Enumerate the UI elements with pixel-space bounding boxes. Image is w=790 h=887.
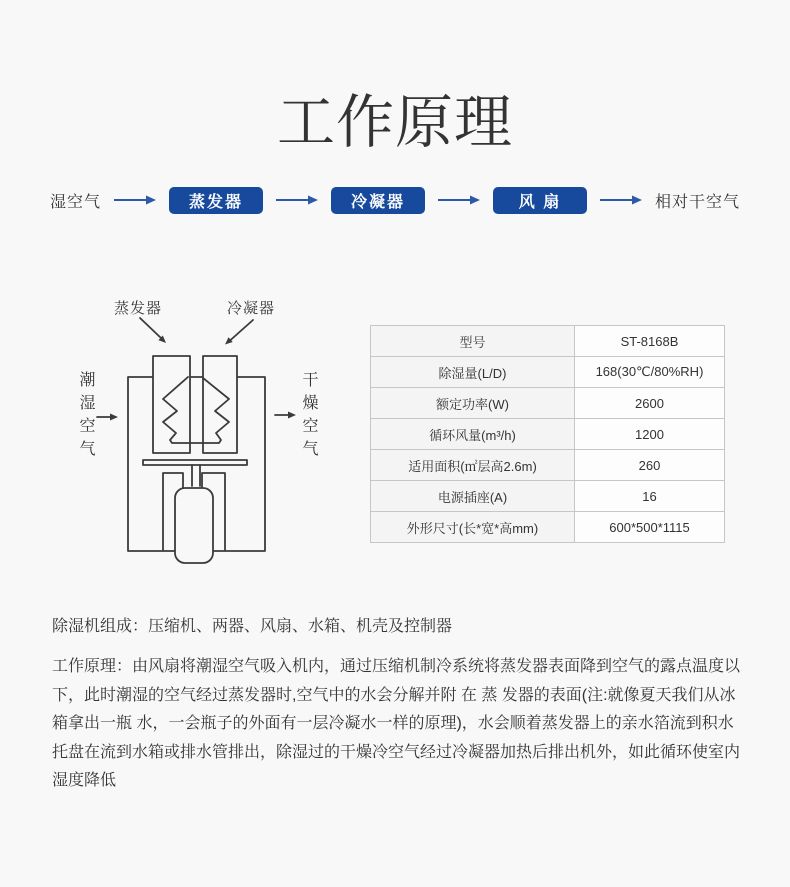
spec-value: ST-8168B [575, 326, 725, 357]
right-arrow-icon [113, 194, 157, 206]
right-arrow-icon [599, 194, 643, 206]
table-row [371, 357, 725, 388]
spec-label: 额定功率(W) [371, 388, 575, 419]
right-arrow-icon [437, 194, 481, 206]
table-row [371, 481, 725, 512]
spec-value: 260 [575, 450, 725, 481]
flow-output-label: 相对干空气 [655, 193, 741, 211]
spec-label: 外形尺寸(长*宽*高mm) [371, 512, 575, 543]
flow-step-fan: 风 扇 [493, 187, 587, 214]
spec-value: 1200 [575, 419, 725, 450]
spec-value: 16 [575, 481, 725, 512]
table-row [371, 450, 725, 481]
flow-step-condenser: 冷凝器 [331, 187, 425, 214]
dehumidifier-schematic [50, 280, 350, 580]
flow-input-label: 湿空气 [49, 193, 101, 211]
spec-table [370, 325, 725, 543]
process-flow [0, 186, 790, 214]
table-row [371, 419, 725, 450]
flow-step-evaporator: 蒸发器 [169, 187, 263, 214]
composition-text: 除湿机组成：压缩机、两器、风扇、水箱、机壳及控制器 [52, 618, 453, 635]
diagram-dry-air-label: 干燥空气 [300, 371, 317, 463]
spec-label: 型号 [371, 326, 575, 357]
right-arrow-icon [275, 194, 319, 206]
spec-value: 2600 [575, 388, 725, 419]
spec-label: 适用面积(㎡层高2.6m) [371, 450, 575, 481]
diagram-evaporator-label: 蒸发器 [114, 300, 163, 317]
spec-label: 电源插座(A) [371, 481, 575, 512]
table-row [371, 512, 725, 543]
spec-label: 除湿量(L/D) [371, 357, 575, 388]
diagram-humid-air-label: 潮湿空气 [77, 371, 94, 463]
spec-value: 600*500*1115 [575, 512, 725, 543]
table-row [371, 388, 725, 419]
table-row [371, 326, 725, 357]
spec-value: 168(30℃/80%RH) [575, 357, 725, 388]
spec-label: 循环风量(m³/h) [371, 419, 575, 450]
principle-text: 工作原理：由风扇将潮湿空气吸入机内，通过压缩机制冷系统将蒸发器表面降到空气的露点温度以下，此时潮湿的空气经过蒸发器时,空气中的水会分解并附 在 蒸 发器的表面(注:就像夏天我们从冰箱拿出一瓶 水，一会瓶子的外面有一层冷凝水一样的原理)，水会顺着蒸发器上的亲水箔流到积水托盘在流到水箱或排水管排出，除湿过的干燥冷空气经过冷凝器加热后排出机外，如此循环使室内湿度降低 [52, 658, 741, 789]
page-title: 工作原理 [276, 90, 513, 155]
diagram-condenser-label: 冷凝器 [227, 300, 276, 317]
